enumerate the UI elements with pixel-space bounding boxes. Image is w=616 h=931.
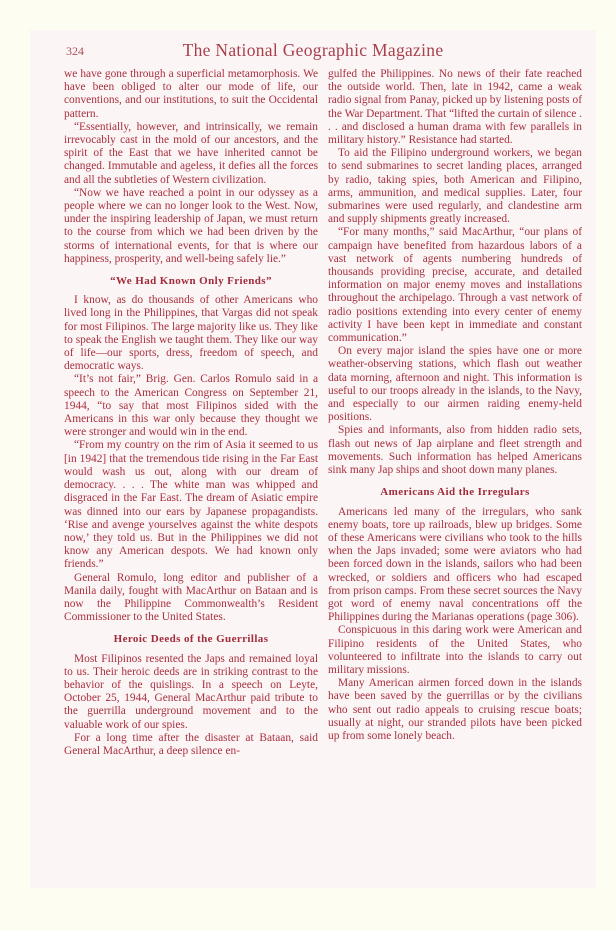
paragraph: “Now we have reached a point in our odyssey as a people where we can no longer look to the West. Now, under the inspiring leadership of Japan, we must return to the course from which we had been driven by the storms of international events, for that is where our happiness, prosperity, and well-being safely lie.” bbox=[64, 186, 318, 265]
paragraph: we have gone through a superficial metamorphosis. We have been obliged to alter our mode of life, our conventions, and our institutions, to suit the Occidental pattern. bbox=[64, 68, 318, 120]
section-heading: “We Had Known Only Friends” bbox=[110, 275, 272, 288]
paragraph: “Essentially, however, and intrinsically, we remain irrevocably cast in the mold of our ancestors, and the spirit of the East that we have inherited cannot be changed. Immutable and ageless, it defies all the forces and all the subtleties of Western civilization. bbox=[64, 120, 318, 186]
paragraph: Many American airmen forced down in the islands have been saved by the guerrillas or by the civilians who sent out radio appeals to cruising rescue boats; usually at night, our stranded pilots have been picked up from some lonely beach. bbox=[328, 677, 582, 742]
left-column bbox=[64, 68, 318, 758]
paragraph: “It’s not fair,” Brig. Gen. Carlos Romulo said in a speech to the American Congress on September 21, 1944, “to say that most Filipinos sided with the Americans in this war only because they thought we were stronger and would win in the end. bbox=[64, 373, 318, 439]
paragraph: I know, as do thousands of other Americans who lived long in the Philippines, that Vargas did not speak for most Filipinos. The large majority like us. They like to speak the English we taught them. They like our way of life—our sports, dress, freedom of speech, and democratic ways. bbox=[64, 294, 318, 373]
page-number: 324 bbox=[66, 44, 84, 58]
paragraph: Spies and informants, also from hidden radio sets, flash out news of Jap airplane and fleet strength and movements. Such information has helped Americans sink many Jap ships and shoot down many planes. bbox=[328, 424, 582, 477]
magazine-page bbox=[30, 30, 596, 888]
paragraph: General Romulo, long editor and publisher of a Manila daily, fought with MacArthur on Bataan and is now the Philippine Commonwealth’s Resident Commissioner to the United States. bbox=[64, 571, 318, 624]
paragraph: On every major island the spies have one or more weather-observing stations, which flash out weather data morning, afternoon and night. This information is useful to our troops already in the islands, to the Navy, and especially to our airmen raiding enemy-held positions. bbox=[328, 345, 582, 424]
right-column bbox=[328, 68, 582, 743]
paragraph: Conspicuous in this daring work were American and Filipino residents of the United States, who volunteered to infiltrate into the islands to carry out military missions. bbox=[328, 624, 582, 676]
section-heading: Heroic Deeds of the Guerrillas bbox=[113, 633, 269, 646]
page-header bbox=[30, 40, 596, 64]
section-heading: Americans Aid the Irregulars bbox=[380, 486, 530, 499]
paragraph: Most Filipinos resented the Japs and remained loyal to us. Their heroic deeds are in striking contrast to the behavior of the quislings. In a speech on Leyte, October 25, 1944, General MacArthur paid tribute to the guerrilla underground movement and to the valuable work of our spies. bbox=[64, 652, 318, 731]
paragraph: “From my country on the rim of Asia it seemed to us [in 1942] that the tremendous tide rising in the Far East would wash us out, along with our dream of democracy. . . . The white man was whipped and disgraced in the Far East. The dream of Asiatic empire was dinned into our ears by Japanese propagandists. ‘Rise and avenge yourselves against the white despots now,’ they told us. But in the Philippines we did not know any American despots. We had known only friends.” bbox=[64, 439, 318, 571]
paragraph: To aid the Filipino underground workers, we began to send submarines to secret landing places, arranged by radio, taking spies, both American and Filipino, arms, ammunition, and medical supplies. Later, four submarines were used regularly, and clandestine arm and supply shipments greatly increased. bbox=[328, 147, 582, 226]
paragraph: For a long time after the disaster at Bataan, said General MacArthur, a deep silence en- bbox=[64, 731, 318, 757]
running-title: The National Geographic Magazine bbox=[182, 40, 444, 60]
paragraph: gulfed the Philippines. No news of their fate reached the outside world. Then, late in 1942, came a weak radio signal from Panay, picked up by listening posts of the War Department. That “lifted the curtain of silence . . . and disclosed a human drama with few parallels in military history.” Resistance had started. bbox=[328, 68, 582, 147]
paragraph: “For many months,” said MacArthur, “our plans of campaign have benefited from hazardous labors of a vast network of agents numbering hundreds of thousands providing precise, accurate, and detailed information on major enemy moves and installations throughout the archipelago. Through a vast network of radio positions extending into every center of enemy activity I have been kept in immediate and constant communication.” bbox=[328, 226, 582, 345]
paragraph: Americans led many of the irregulars, who sank enemy boats, tore up railroads, blew up bridges. Some of these Americans were civilians who took to the hills when the Japs invaded; some were aviators who had been forced down in the islands, sailors who had been wrecked, or soldiers and officers who had escaped from prison camps. From these secret sources the Navy got word of enemy naval concentrations off the Philippines during the Marianas operations (page 306). bbox=[328, 505, 582, 624]
